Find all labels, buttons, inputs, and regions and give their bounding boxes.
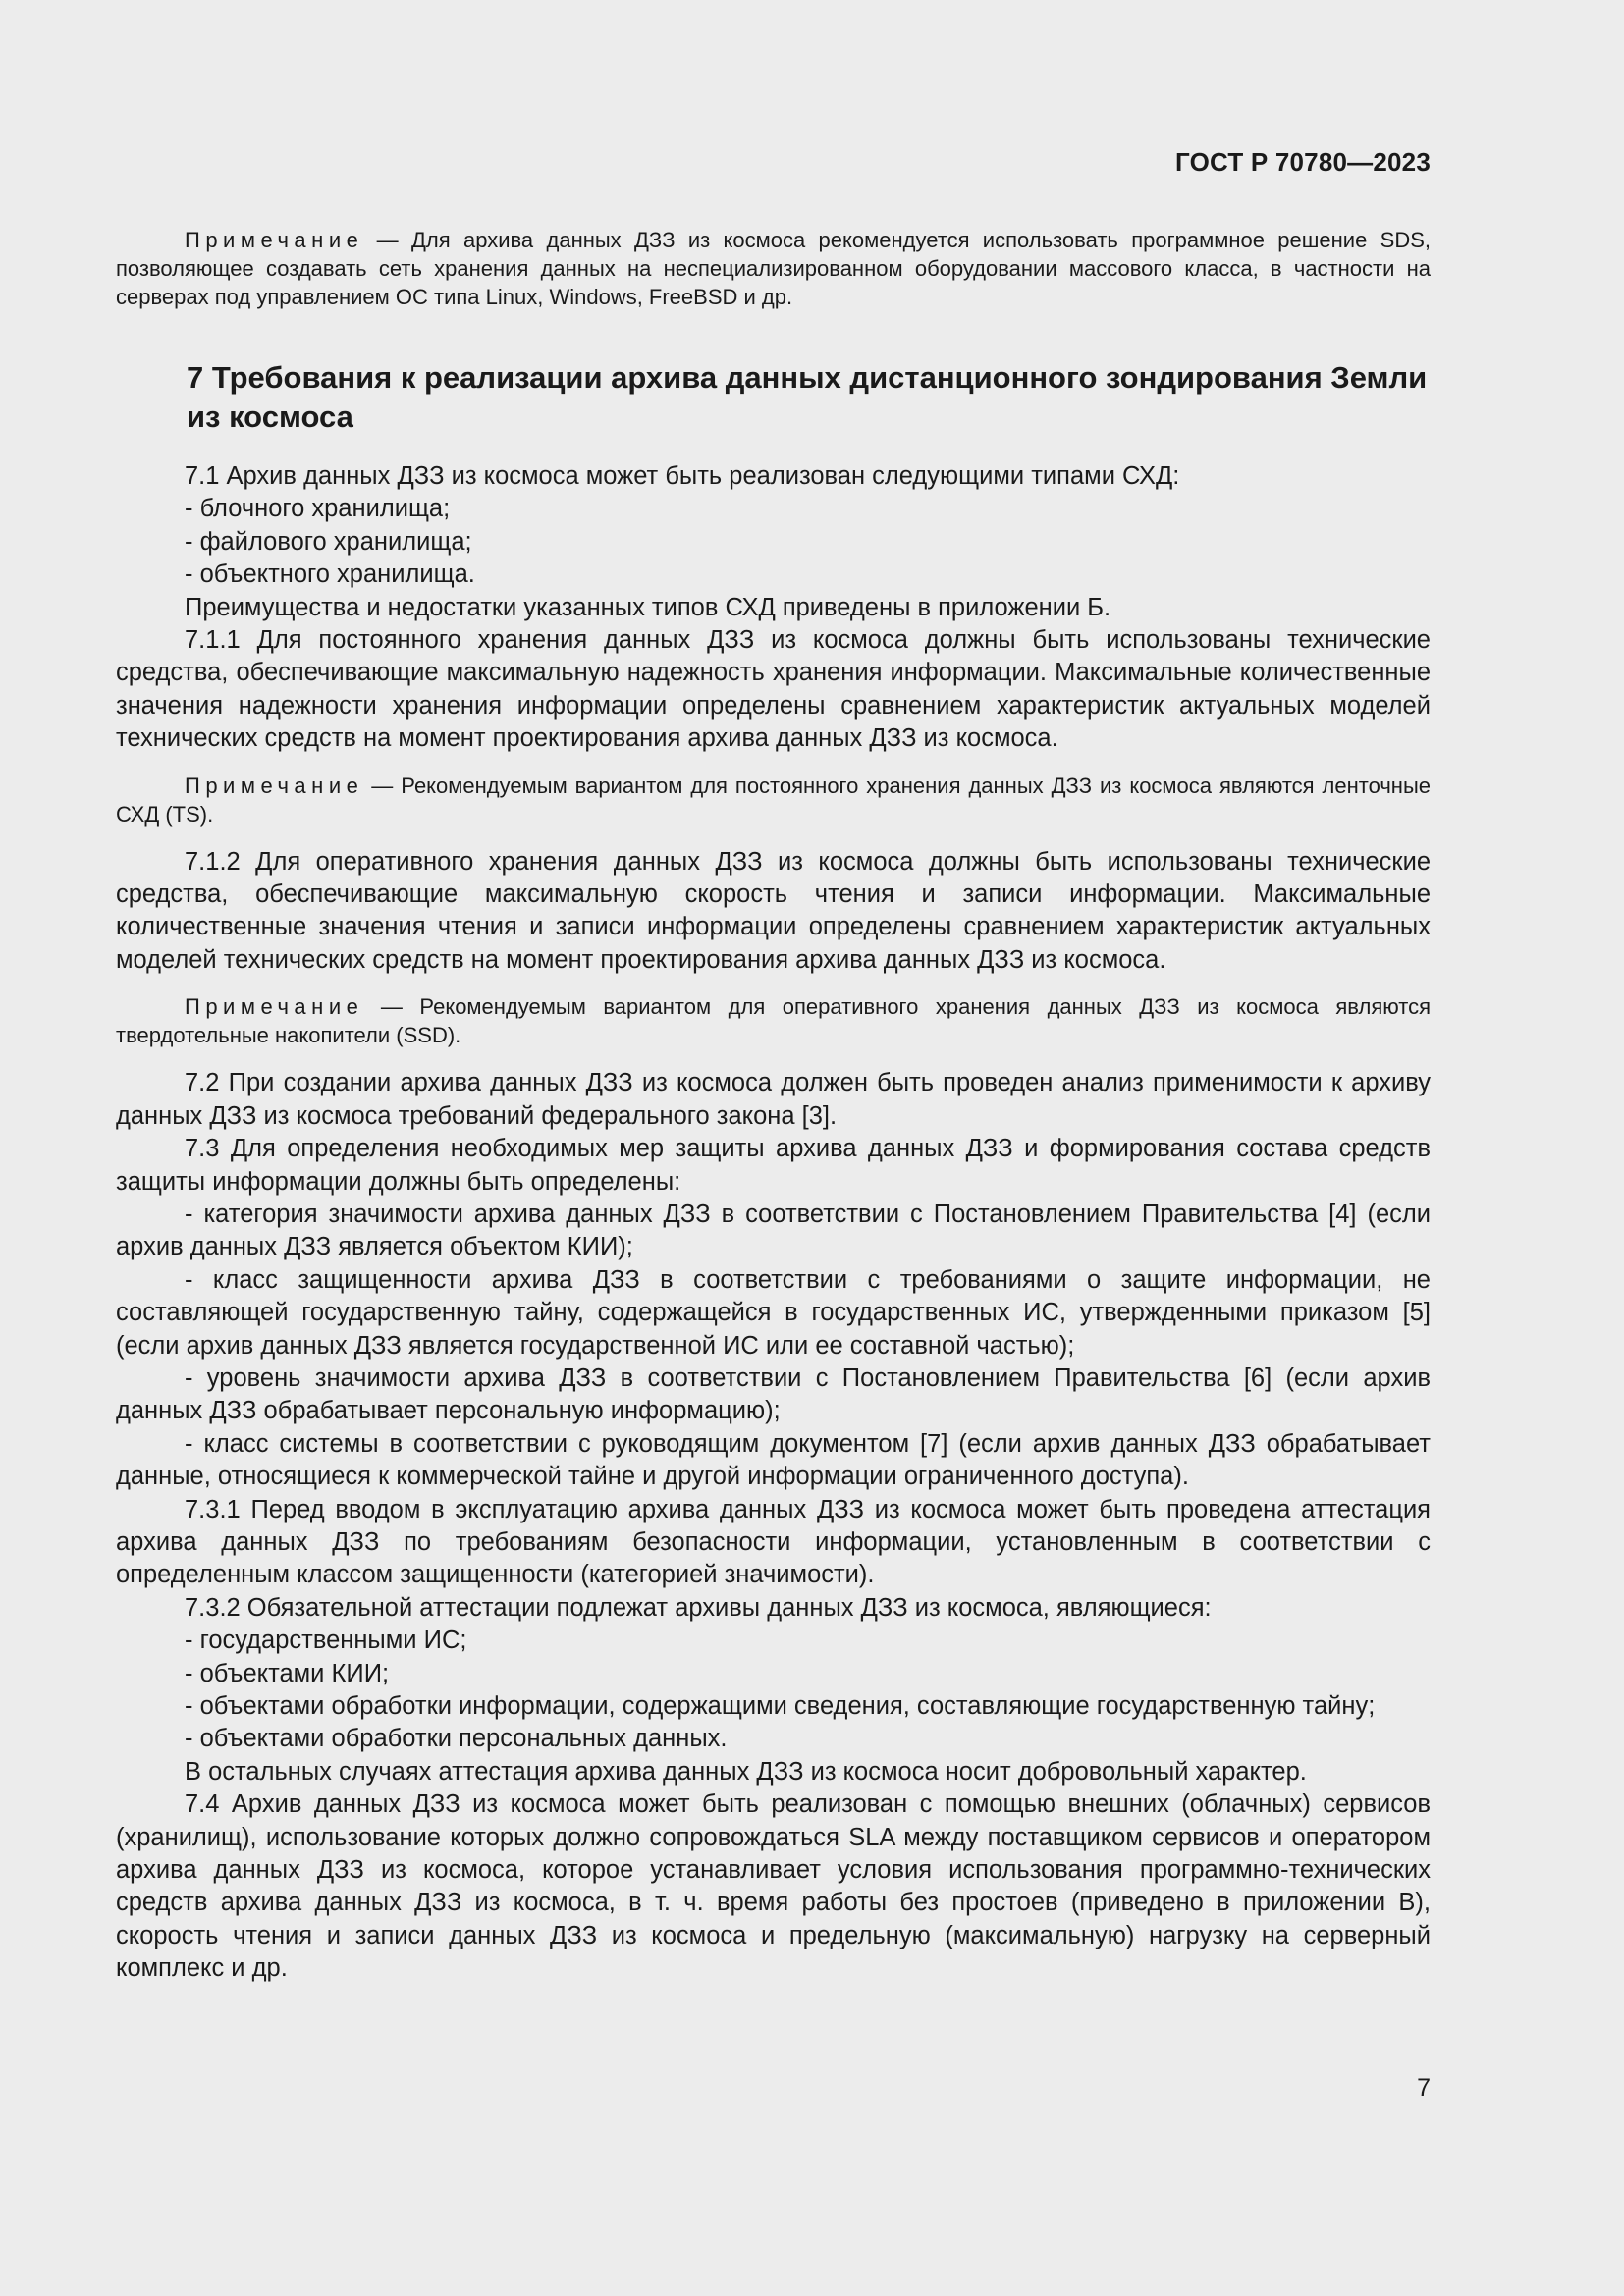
paragraph-voluntary: В остальных случаях аттестация архива данных ДЗЗ из космоса носит добровольный характер. bbox=[185, 1757, 1307, 1786]
page-content bbox=[116, 226, 1431, 1986]
document-code: ГОСТ Р 70780—2023 bbox=[1175, 147, 1431, 177]
list-item: - объектами КИИ; bbox=[185, 1659, 390, 1687]
note-1 bbox=[116, 772, 1431, 828]
note-2 bbox=[116, 992, 1431, 1049]
note-1-text: — Рекомендуемым вариантом для постоянного хранения данных ДЗЗ из космоса являются ленточные СХД (TS). bbox=[116, 773, 1431, 827]
paragraph-7-4: 7.4 Архив данных ДЗЗ из космоса может быть реализован с помощью внешних (облачных) сервисов (хранилищ), использование которых должно сопровождаться SLA между поставщиком сервисов и оператором архива данных ДЗЗ из космоса, которое устанавливает условия использования программно-технических средств архива данных ДЗЗ из космоса, в т. ч. время работы без простоев (приведено в приложении В), скорость чтения и записи данных ДЗЗ из космоса и предельную (максимальную) нагрузку на серверный комплекс и др. bbox=[116, 1790, 1431, 1983]
list-item: - объектного хранилища. bbox=[185, 561, 475, 589]
list-item: - блочного хранилища; bbox=[185, 495, 451, 523]
note-intro-text: — Для архива данных ДЗЗ из космоса рекомендуется использовать программное решение SDS, позволяющее создавать сеть хранения данных на неспециализированном оборудовании массового класса, в частности на серверах под управлением ОС типа Linux, Windows, FreeBSD и др. bbox=[116, 228, 1431, 309]
note-label: Примечание bbox=[185, 773, 364, 798]
paragraph-7-2: 7.2 При создании архива данных ДЗЗ из космоса должен быть проведен анализ применимости к архиву данных ДЗЗ из космоса требований федерального закона [3]. bbox=[116, 1069, 1431, 1130]
list-item: - уровень значимости архива ДЗЗ в соответствии с Постановлением Правительства [6] (если архив данных ДЗЗ обрабатывает персональную информацию); bbox=[116, 1363, 1431, 1425]
paragraph-7-3: 7.3 Для определения необходимых мер защиты архива данных ДЗЗ и формирования состава средств защиты информации должны быть определены: bbox=[116, 1135, 1431, 1196]
paragraph-7-1-2: 7.1.2 Для оперативного хранения данных ДЗЗ из космоса должны быть использованы технические средства, обеспечивающие максимальную скорость чтения и записи информации. Максимальные количественные значения чтения и записи информации определены сравнением характеристик актуальных моделей технических средств на момент проектирования архива данных ДЗЗ из космоса. bbox=[116, 847, 1431, 974]
list-item: - государственными ИС; bbox=[185, 1627, 467, 1655]
paragraph-advantages: Преимущества и недостатки указанных типов СХД приведены в приложении Б. bbox=[185, 593, 1111, 621]
paragraph-7-1-1: 7.1.1 Для постоянного хранения данных ДЗЗ из космоса должны быть использованы технические средства, обеспечивающие максимальную надежность хранения информации. Максимальные количественные значения надежности хранения информации определены сравнением характеристик актуальных моделей технических средств на момент проектирования архива данных ДЗЗ из космоса. bbox=[116, 626, 1431, 753]
list-item: - объектами обработки персональных данных. bbox=[185, 1725, 728, 1753]
paragraph-7-3-2: 7.3.2 Обязательной аттестации подлежат архивы данных ДЗЗ из космоса, являющиеся: bbox=[185, 1593, 1212, 1622]
list-item: - класс системы в соответствии с руководящим документом [7] (если архив данных ДЗЗ обрабатывает данные, относящиеся к коммерческой тайне и другой информации ограниченного доступа). bbox=[116, 1429, 1431, 1491]
list-item: - класс защищенности архива ДЗЗ в соответствии с требованиями о защите информации, не составляющей государственную тайну, содержащейся в государственных ИС, утвержденными приказом [5] (если архив данных ДЗЗ является государственной ИС или ее составной частью); bbox=[116, 1265, 1431, 1360]
page-number: 7 bbox=[1417, 2074, 1431, 2102]
paragraph-7-3-1: 7.3.1 Перед вводом в эксплуатацию архива данных ДЗЗ из космоса может быть проведена аттестация архива данных ДЗЗ по требованиям безопасности информации, установленным в соответствии с определенным классом защищенности (категорией значимости). bbox=[116, 1495, 1431, 1589]
list-item: - категория значимости архива данных ДЗЗ в соответствии с Постановлением Правительства [4] (если архив данных ДЗЗ является объектом КИИ); bbox=[116, 1200, 1431, 1261]
list-item: - объектами обработки информации, содержащими сведения, составляющие государственную тайну; bbox=[185, 1692, 1376, 1720]
note-intro bbox=[116, 226, 1431, 311]
list-item: - файлового хранилища; bbox=[185, 527, 472, 556]
paragraph-7-1: 7.1 Архив данных ДЗЗ из космоса может быть реализован следующими типами СХД: bbox=[185, 462, 1180, 490]
note-2-text: — Рекомендуемым вариантом для оперативного хранения данных ДЗЗ из космоса являются твердотельные накопители (SSD). bbox=[116, 994, 1431, 1048]
note-label: Примечание bbox=[185, 994, 364, 1020]
note-label: Примечание bbox=[185, 228, 364, 252]
section-title: 7 Требования к реализации архива данных дистанционного зондирования Земли из космоса bbox=[187, 360, 1428, 434]
